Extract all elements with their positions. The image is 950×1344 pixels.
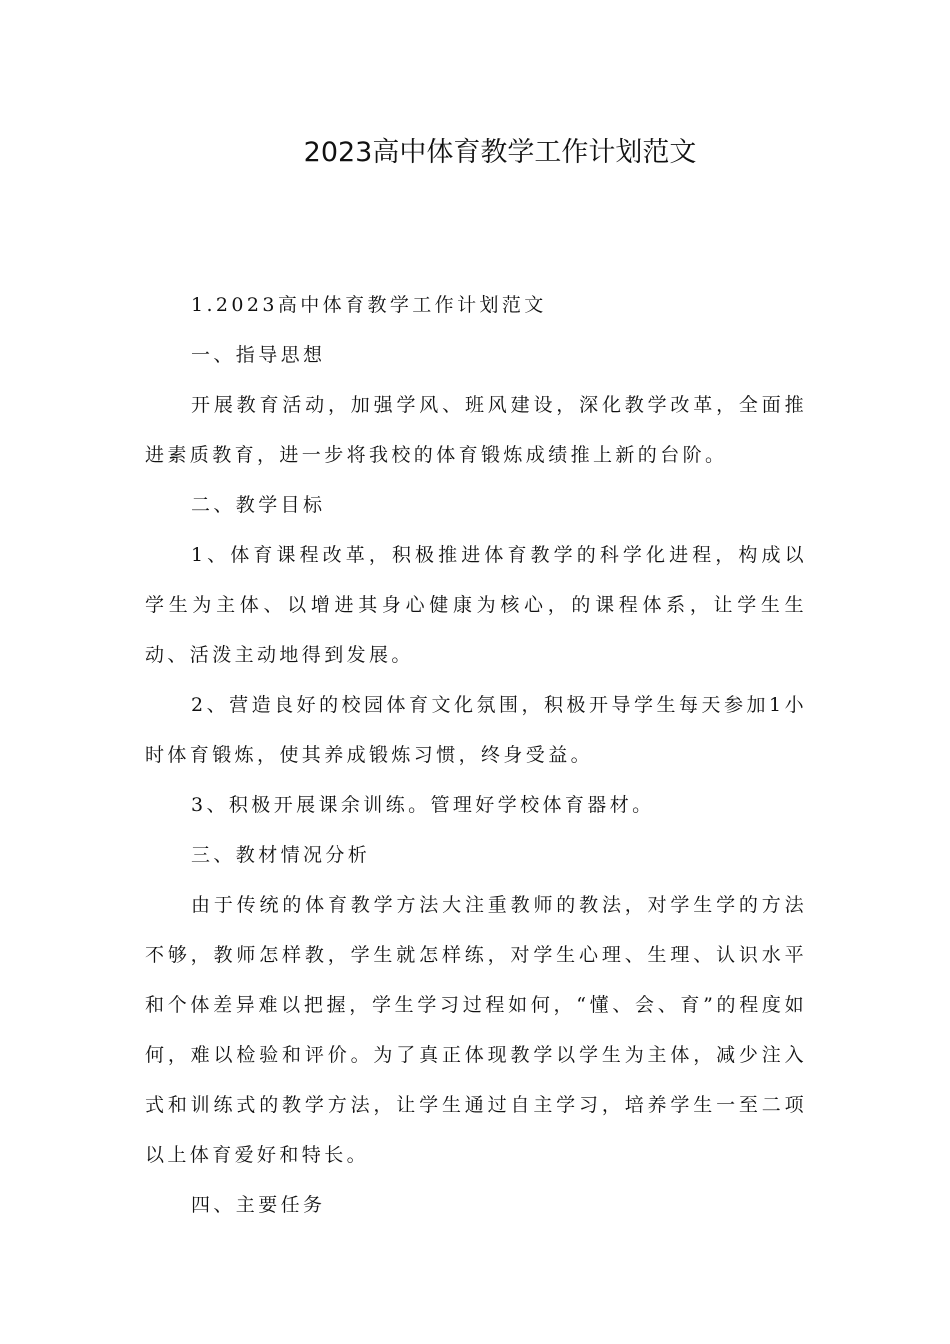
paragraph-material-analysis: 由于传统的体育教学方法大注重教师的教法，对学生学的方法不够，教师怎样教，学生就怎样练，对学生心理、生理、认识水平和个体差异难以把握，学生学习过程如何，“懂、会、育”的程度如何，难以检验和评价。为了真正体现教学以学生为主体，减少注入式和训练式的教学方法，让学生通过自主学习，培养学生一至二项以上体育爱好和特长。 [145, 894, 807, 1166]
document-body [145, 280, 807, 1230]
paragraph-goal-1: 1、体育课程改革，积极推进体育教学的科学化进程，构成以学生为主体、以增进其身心健康为核心，的课程体系，让学生生动、活泼主动地得到发展。 [145, 544, 807, 666]
paragraph-heading-title: 1.2023高中体育教学工作计划范文 [191, 294, 547, 316]
section-heading-teaching-goals: 二、教学目标 [191, 494, 326, 516]
document-title: 2023高中体育教学工作计划范文 [303, 137, 697, 168]
paragraph-goal-3: 3、积极开展课余训练。管理好学校体育器材。 [191, 794, 655, 816]
section-heading-main-tasks: 四、主要任务 [191, 1194, 326, 1216]
section-heading-guiding-ideology: 一、指导思想 [191, 344, 326, 366]
paragraph-guiding-ideology: 开展教育活动，加强学风、班风建设，深化教学改革，全面推进素质教育，进一步将我校的体育锻炼成绩推上新的台阶。 [145, 394, 807, 466]
paragraph-goal-2: 2、营造良好的校园体育文化氛围，积极开导学生每天参加1小时体育锻炼，使其养成锻炼习惯，终身受益。 [145, 694, 807, 766]
section-heading-material-analysis: 三、教材情况分析 [191, 844, 371, 866]
